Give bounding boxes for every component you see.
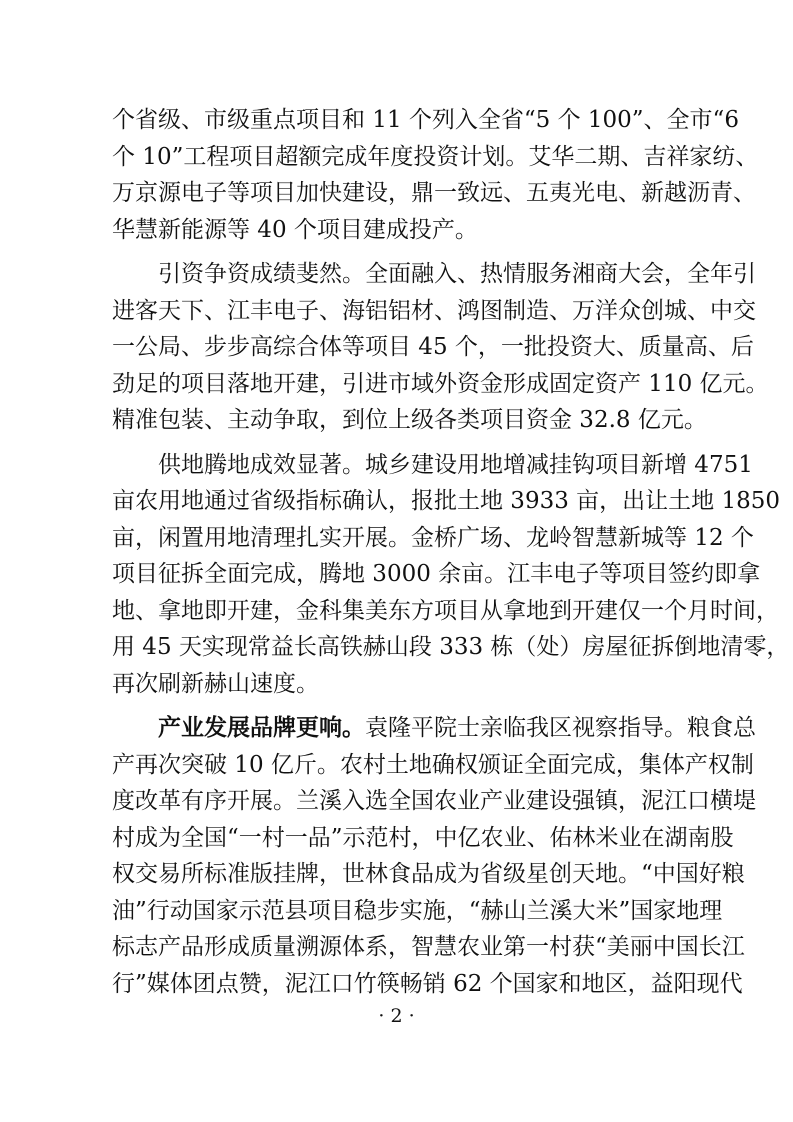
body-line-text: 油”行动国家示范县项目稳步实施，“赫山兰溪大米”国家地理 <box>112 898 723 924</box>
body-line: 亩农用地通过省级指标确认，报批土地 3933 亩，出让土地 1850 <box>112 488 780 514</box>
body-line: 万京源电子等项目加快建设，鼎一致远、五夷光电、新越沥青、 <box>112 180 756 206</box>
body-line: 用 45 天实现常益长高铁赫山段 333 栋（处）房屋征拆倒地清零， <box>112 634 790 660</box>
paragraph-first-line: 供地腾地成效显著。城乡建设用地增减挂钩项目新增 4751 <box>158 452 753 478</box>
body-line: 亩，闲置用地清理扎实开展。金桥广场、龙岭智慧新城等 12 个 <box>112 525 754 551</box>
body-line: 项目征拆全面完成，腾地 3000 余亩。江丰电子等项目签约即拿 <box>112 561 761 587</box>
body-line-text: 权交易所标准版挂牌，世林食品成为省级星创天地。“中国好粮 <box>112 861 745 887</box>
body-line: 再次刷新赫山速度。 <box>112 671 319 697</box>
body-line-text: 产再次突破 10 亿斤。农村土地确权颁证全面完成，集体产权制 <box>112 752 754 778</box>
body-line-text: 度改革有序开展。兰溪入选全国农业产业建设强镇，泥江口横堤 <box>112 788 756 814</box>
body-line: 进客天下、江丰电子、海铝铝材、鸿图制造、万洋众创城、中交 <box>112 298 756 324</box>
body-line: 劲足的项目落地开建，引进市域外资金形成固定资产 110 亿元。 <box>112 371 769 397</box>
body-line: 精准包装、主动争取，到位上级各类项目资金 32.8 亿元。 <box>112 407 707 433</box>
body-line: 个省级、市级重点项目和 11 个列入全省“5 个 100”、全市“6 <box>112 107 739 133</box>
paragraph-first-line: 产业发展品牌更响。袁隆平院士亲临我区视察指导。粮食总 <box>158 714 756 741</box>
body-line: 个 10”工程项目超额完成年度投资计划。艾华二期、吉祥家纺、 <box>112 144 759 170</box>
body-line: 地、拿地即开建，金科集美东方项目从拿地到开建仅一个月时间， <box>112 598 779 624</box>
page-number: · 2 · <box>378 1005 415 1027</box>
body-line: 一公局、步步高综合体等项目 45 个，一批投资大、质量高、后 <box>112 334 754 360</box>
body-line: 华慧新能源等 40 个项目建成投产。 <box>112 217 478 243</box>
section-heading: 产业发展品牌更响。 <box>158 714 365 741</box>
body-line-text: 标志产品形成质量溯源体系，智慧农业第一村获“美丽中国长江 <box>112 934 745 960</box>
paragraph-first-line: 引资争资成绩斐然。全面融入、热情服务湘商大会，全年引 <box>158 261 756 287</box>
body-line-text: 村成为全国“一村一品”示范村，中亿农业、佑林米业在湖南股 <box>112 825 734 851</box>
body-line-text: 行”媒体团点赞，泥江口竹筷畅销 62 个国家和地区，益阳现代 <box>112 971 743 997</box>
